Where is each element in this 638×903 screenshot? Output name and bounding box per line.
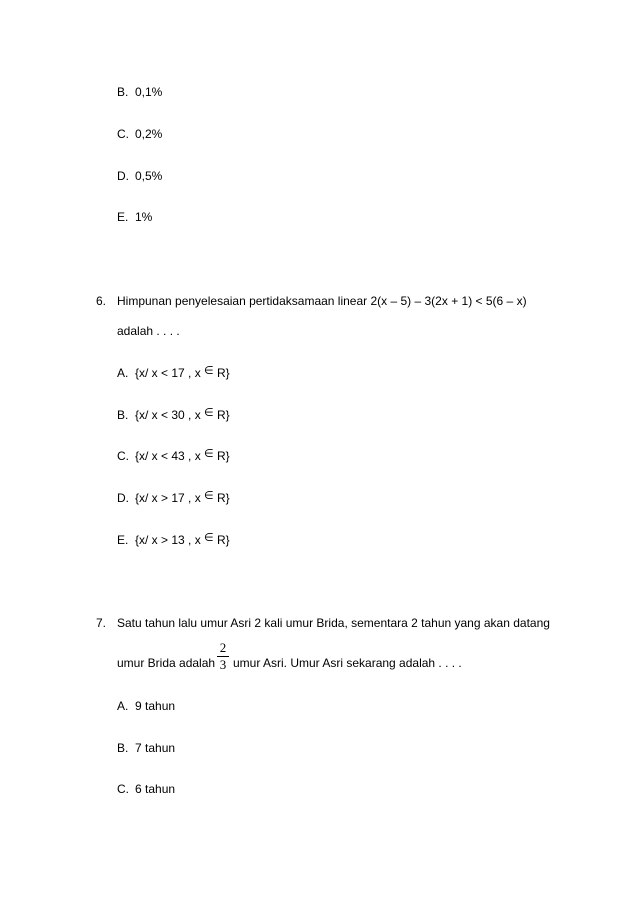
element-of-symbol: ∈ bbox=[204, 364, 214, 377]
option-letter: D. bbox=[117, 491, 129, 505]
option-letter: E. bbox=[117, 533, 129, 547]
prev-option-c bbox=[117, 127, 162, 141]
option-text: 0,5% bbox=[135, 169, 163, 183]
option-letter: C. bbox=[117, 782, 129, 796]
option-set-suffix: R} bbox=[213, 366, 230, 380]
question-7-option-b bbox=[117, 741, 175, 755]
option-letter: C. bbox=[117, 449, 129, 463]
option-text: 6 tahun bbox=[135, 782, 176, 796]
option-text: 1% bbox=[135, 210, 153, 224]
fraction-numerator: 2 bbox=[219, 640, 227, 655]
option-set-prefix: {x/ x > 13 , x bbox=[135, 533, 205, 547]
prev-option-e bbox=[117, 210, 152, 224]
option-letter: A. bbox=[117, 699, 129, 713]
question-6-option-a bbox=[117, 366, 230, 381]
question-6-text-line2: adalah . . . . bbox=[117, 324, 180, 338]
question-6-text-line1: Himpunan penyelesaian pertidaksamaan linear 2(x – 5) – 3(2x + 1) < 5(6 – x) bbox=[117, 294, 527, 308]
option-text: 0,1% bbox=[135, 85, 163, 99]
question-6-number: 6. bbox=[96, 294, 107, 308]
option-set-prefix: {x/ x < 17 , x bbox=[135, 366, 205, 380]
element-of-symbol: ∈ bbox=[204, 531, 214, 544]
question-6-option-b bbox=[117, 408, 230, 423]
option-letter: B. bbox=[117, 741, 129, 755]
fraction-denominator: 3 bbox=[219, 657, 227, 672]
question-7-text-line2-suffix: umur Asri. Umur Asri sekarang adalah . . . . bbox=[233, 656, 462, 670]
option-letter: A. bbox=[117, 366, 129, 380]
question-6-option-d bbox=[117, 491, 230, 506]
option-text: 9 tahun bbox=[135, 699, 176, 713]
option-set-prefix: {x/ x < 43 , x bbox=[135, 449, 205, 463]
fraction-two-thirds bbox=[217, 641, 229, 672]
option-set-suffix: R} bbox=[213, 408, 230, 422]
option-letter: E. bbox=[117, 210, 129, 224]
question-7-option-c bbox=[117, 782, 175, 796]
option-set-prefix: {x/ x < 30 , x bbox=[135, 408, 205, 422]
question-7-number: 7. bbox=[96, 616, 107, 630]
option-set-suffix: R} bbox=[213, 533, 230, 547]
option-text: 7 tahun bbox=[135, 741, 176, 755]
option-letter: D. bbox=[117, 169, 129, 183]
option-letter: B. bbox=[117, 408, 129, 422]
question-7-text-line1: Satu tahun lalu umur Asri 2 kali umur Brida, sementara 2 tahun yang akan datang bbox=[117, 616, 550, 630]
question-7-text-line2-prefix: umur Brida adalah bbox=[117, 656, 216, 670]
prev-option-d bbox=[117, 169, 162, 183]
question-6-option-c bbox=[117, 449, 230, 464]
question-6-option-e bbox=[117, 533, 230, 548]
option-set-suffix: R} bbox=[213, 491, 230, 505]
element-of-symbol: ∈ bbox=[204, 489, 214, 502]
question-7-option-a bbox=[117, 699, 175, 713]
prev-option-b bbox=[117, 85, 162, 99]
option-set-prefix: {x/ x > 17 , x bbox=[135, 491, 205, 505]
element-of-symbol: ∈ bbox=[204, 406, 214, 419]
option-letter: B. bbox=[117, 85, 129, 99]
option-letter: C. bbox=[117, 127, 129, 141]
option-set-suffix: R} bbox=[213, 449, 230, 463]
element-of-symbol: ∈ bbox=[204, 447, 214, 460]
option-text: 0,2% bbox=[135, 127, 163, 141]
